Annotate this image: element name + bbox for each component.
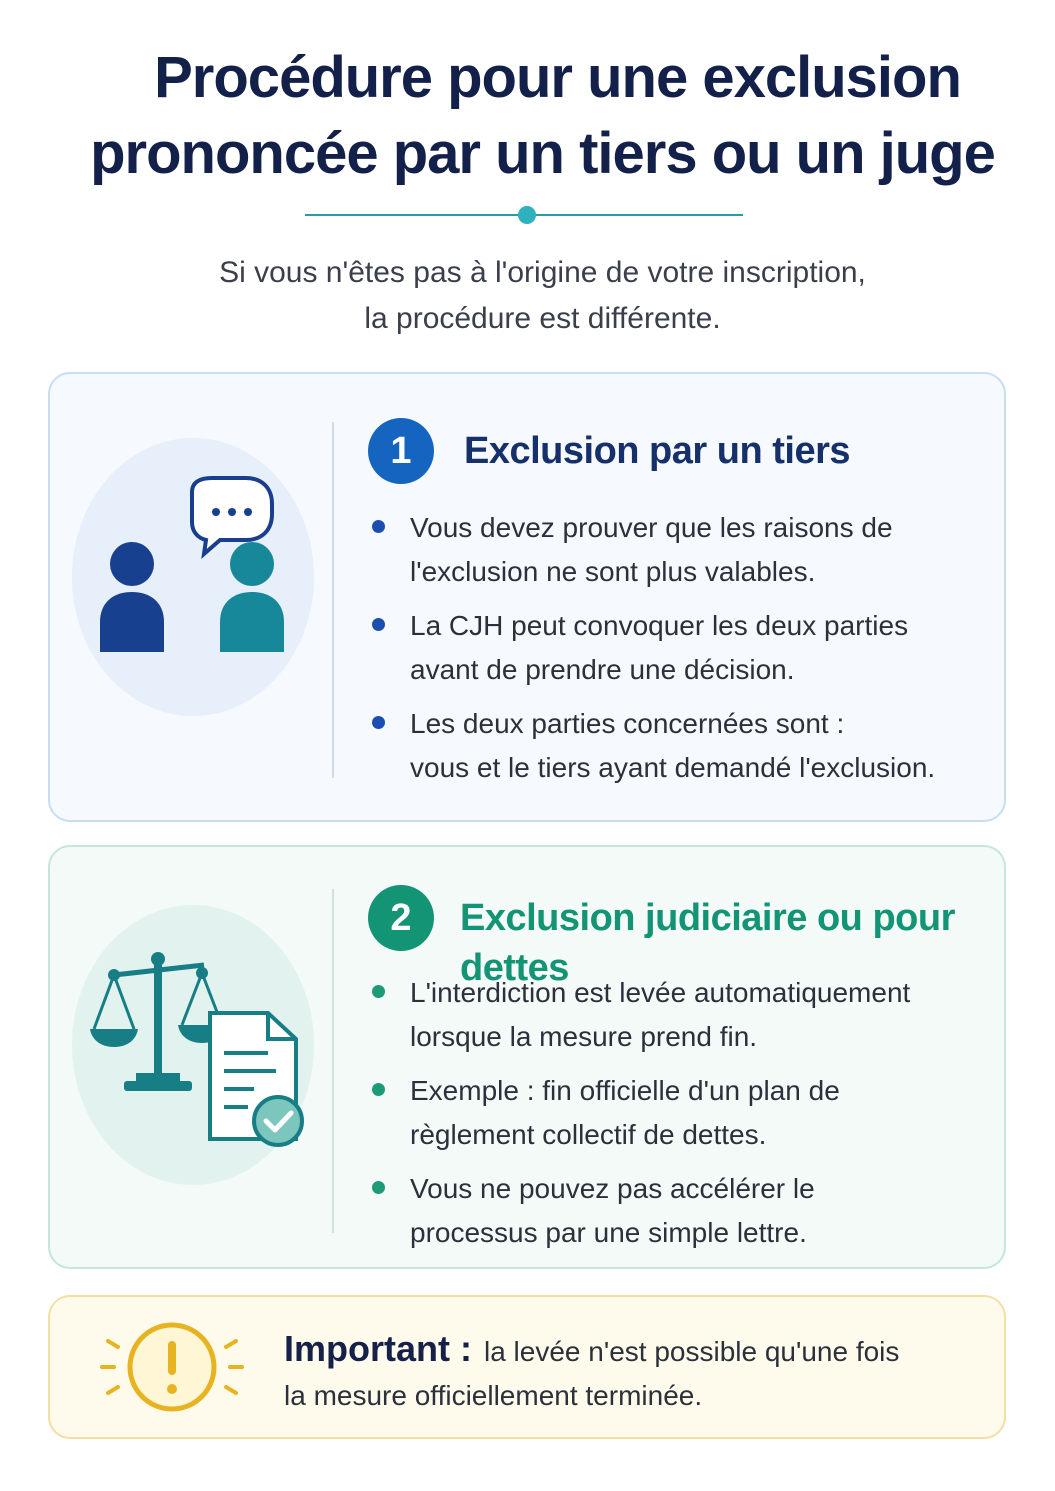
bullet-dot bbox=[372, 985, 385, 998]
step-number-badge: 1 bbox=[368, 418, 434, 484]
page-subtitle bbox=[0, 250, 1055, 342]
important-line-1 bbox=[284, 1327, 899, 1374]
bullet-text-line-2: processus par une simple lettre. bbox=[410, 1217, 807, 1248]
page-title bbox=[0, 40, 1055, 192]
bullet-text-line-1: Exemple : fin officielle d'un plan de bbox=[410, 1075, 840, 1106]
divider-dot bbox=[518, 206, 536, 224]
list-item bbox=[368, 506, 935, 594]
section-separator bbox=[332, 422, 334, 778]
bullet-text-line-2: l'exclusion ne sont plus valables. bbox=[410, 556, 816, 587]
bullet-text-line-1: La CJH peut convoquer les deux parties bbox=[410, 610, 909, 641]
bullet-list bbox=[368, 506, 935, 800]
bullet-dot bbox=[372, 1181, 385, 1194]
bullet-text-line-1: Vous devez prouver que les raisons de bbox=[410, 512, 893, 543]
list-item bbox=[368, 702, 935, 790]
subtitle-line-2: la procédure est différente. bbox=[364, 302, 721, 335]
bullet-dot bbox=[372, 520, 385, 533]
bullet-dot bbox=[372, 1083, 385, 1096]
scales-document-check-icon bbox=[88, 947, 308, 1157]
section-title: Exclusion par un tiers bbox=[464, 430, 850, 472]
bullet-text-line-1: Vous ne pouvez pas accélérer le bbox=[410, 1173, 815, 1204]
section-card-third-party bbox=[48, 372, 1006, 822]
step-number-badge: 2 bbox=[368, 885, 434, 951]
title-line-2: prononcée par un tiers ou un juge bbox=[90, 121, 995, 186]
section-separator bbox=[332, 889, 334, 1233]
bullet-dot bbox=[372, 618, 385, 631]
list-item bbox=[368, 604, 935, 692]
section-card-judicial bbox=[48, 845, 1006, 1269]
two-people-talking-icon bbox=[96, 474, 296, 664]
bullet-text-line-2: avant de prendre une décision. bbox=[410, 654, 795, 685]
section-title: Exclusion judiciaire ou pour dettes bbox=[460, 897, 955, 989]
bullet-text-line-2: lorsque la mesure prend fin. bbox=[410, 1021, 758, 1052]
bullet-text-line-2: règlement collectif de dettes. bbox=[410, 1119, 767, 1150]
list-item bbox=[368, 1069, 910, 1157]
important-text-part-1: la levée n'est possible qu'une fois bbox=[483, 1336, 900, 1367]
important-label: Important : bbox=[284, 1328, 472, 1369]
list-item bbox=[368, 971, 910, 1059]
bullet-text-line-2: vous et le tiers ayant demandé l'exclusion. bbox=[410, 752, 936, 783]
bullet-dot bbox=[372, 716, 385, 729]
warning-exclamation-icon bbox=[94, 1311, 254, 1421]
important-text bbox=[284, 1327, 899, 1418]
bullet-text-line-1: Les deux parties concernées sont : bbox=[410, 708, 845, 739]
important-line-2: la mesure officiellement terminée. bbox=[284, 1380, 703, 1411]
list-item bbox=[368, 1167, 910, 1255]
subtitle-line-1: Si vous n'êtes pas à l'origine de votre inscription, bbox=[219, 256, 866, 289]
important-notice bbox=[48, 1295, 1006, 1439]
title-line-1: Procédure pour une exclusion bbox=[154, 45, 961, 110]
bullet-list bbox=[368, 971, 910, 1265]
bullet-text-line-1: L'interdiction est levée automatiquement bbox=[410, 977, 911, 1008]
